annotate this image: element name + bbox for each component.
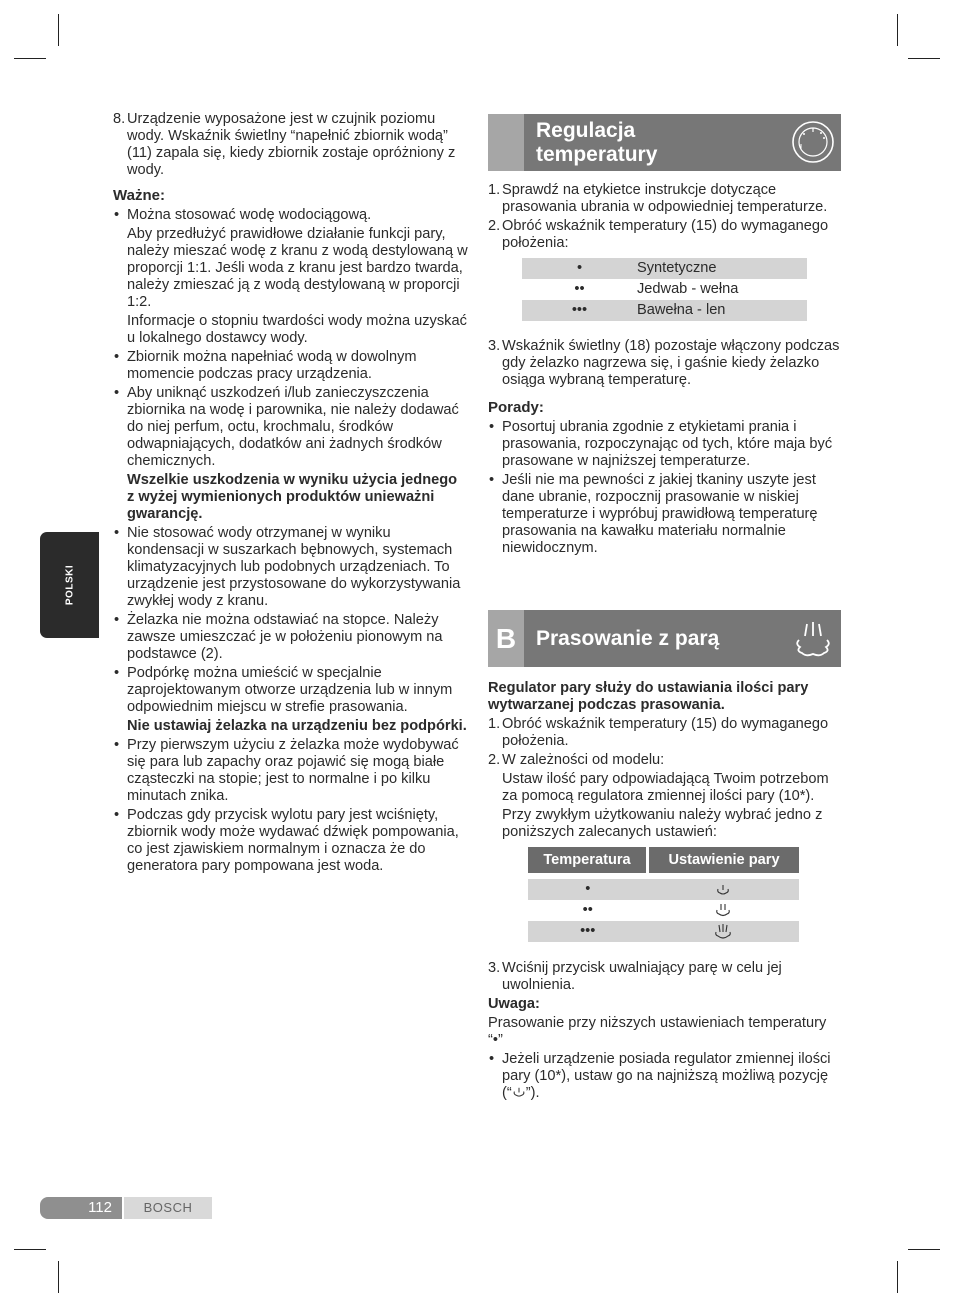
fabric-table [522,258,807,321]
dots-cell: •• [574,281,585,297]
step-text: Wciśnij przycisk uwalniający parę w celu jej uwolnienia. [502,960,782,993]
footer-brand: BOSCH [124,1197,212,1219]
step-text: Sprawdź na etykietce instrukcje dotyczące prasowania ubrania w odpowiedniej temperaturze. [502,182,828,215]
step-1 [488,716,841,750]
section-title [536,119,657,167]
step-number: 3. [488,960,501,976]
warning-text: Wszelkie uszkodzenia w wyniku użycia jednego z wyżej wymienionych produktów unieważni gwarancję. [127,472,458,522]
crop-mark [908,1249,940,1250]
bullet-item [488,1051,841,1102]
step-number: 1. [488,716,501,732]
steam-medium-icon [715,902,731,918]
language-tab [40,532,99,638]
crop-mark [14,1249,46,1250]
important-heading: Ważne: [113,187,165,204]
bullet-text: Przy pierwszym użyciu z żelazka może wydobywać się para lub zapachy oraz pojawić się mogą białe cząsteczki na stopie; jest to normalne i po kilku minutach znika. [127,737,459,804]
table-row [522,258,807,279]
step-2 [488,752,841,769]
bullet-icon: • [114,612,120,628]
language-label: POLSKI [64,564,76,606]
step-text: W zależności od modelu: [502,752,665,768]
tips-heading: Porady: [488,399,544,416]
bullet-item [488,472,841,557]
bullet-icon: • [114,207,120,223]
bullet-text: Aby uniknąć uszkodzeń i/lub zanieczyszczenia zbiornika na wodę i parownika, nie należy dodawać do niej perfum, octu, krochmalu, środków odwapniających, dodatków ani żadnych środków chemicznych. [127,385,459,469]
step-2 [488,218,841,252]
bullet-text: Żelazka nie można odstawiać na stopce. Należy zawsze umieszczać je w położeniu pionowym na podstawce (2). [127,612,443,662]
step-1 [488,182,841,216]
step-paragraph: Ustaw ilość pary odpowiadającą Twoim potrzebom za pomocą regulatora zmiennej ilości pary (10*). [502,771,829,804]
bullet-item [113,349,468,383]
steam-low-icon [512,1085,526,1098]
table-row [528,879,799,900]
bullet-text: Jeśli nie ma pewności z jakiej tkaniny uszyte jest dane ubranie, rozpocznij prasowanie w niskiej temperaturze i wypróbuj prawidłową temperaturę prasowania na kawałku materiału normalnie niewidocznym. [502,472,818,556]
bullet-text: Można stosować wodę wodociągową. [127,207,372,223]
step-8 [113,111,468,179]
steam-cell [648,900,800,921]
bullet-text: Nie stosować wody otrzymanej w wyniku kondensacji w suszarkach bębnowych, systemach klimatyzacyjnych lub podobnych urządzeniach. To urządzenie jest przystosowane do wykorzystywania zwykłej wody z kranu. [127,525,461,609]
crop-mark [58,14,59,46]
step-number: 2. [488,218,501,234]
header-steam: Ustawienie pary [648,847,800,873]
temperature-dial-icon [791,120,835,164]
crop-mark [897,1261,898,1293]
section-title-line: Regulacja [536,119,636,142]
dots-cell: • [576,260,583,276]
bullet-icon: • [114,525,120,541]
temperature-content [488,182,841,559]
bullet-text: Podczas gdy przycisk wylotu pary jest wciśnięty, zbiornik wody może wydawać dźwięk pompowania, co jest zjawiskiem normalnym i oznacza że do generatora pary pompowana jest woda. [127,807,459,874]
crop-mark [14,58,46,59]
bullet-icon: • [114,807,120,823]
bullet-icon: • [489,419,495,435]
note-text: Prasowanie przy niższych ustawieniach temperatury “•” [488,1015,827,1048]
bullet-paragraph: Informacje o stopniu twardości wody można uzyskać u lokalnego dostawcy wody. [127,313,467,346]
step-number: 3. [488,338,501,354]
steam-settings-table [528,847,799,942]
crop-mark [908,58,940,59]
fabric-cell: Bawełna - len [637,302,726,318]
step-number: 8. [113,111,126,127]
steam-cell [648,879,800,900]
table-header-row [528,847,799,873]
bullet-item [113,385,468,470]
step-text: Obróć wskaźnik temperatury (15) do wymaganego położenia: [502,218,829,251]
bullet-item [488,419,841,470]
table-row [528,921,799,942]
bullet-icon: • [114,385,120,401]
header-temperature: Temperatura [528,847,648,873]
steam-content [488,680,841,1104]
page-number: 112 [40,1197,122,1219]
bullet-item [113,807,468,875]
bullet-icon: • [489,472,495,488]
bullet-text: ”). [525,1085,540,1101]
bullet-icon: • [114,665,120,681]
bullet-item [113,525,468,610]
step-text: Obróć wskaźnik temperatury (15) do wymaganego położenia. [502,716,829,749]
bullet-icon: • [489,1051,495,1067]
step-3 [488,338,841,389]
bullet-item [113,612,468,663]
bullet-text: Podpórkę można umieścić w specjalnie zaprojektowanym otworze urządzenia lub w innym odpowiednim miejscu w strefie prasowania. [127,665,453,715]
section-letter: B [495,623,517,654]
fabric-cell: Syntetyczne [637,260,717,276]
dots-cell: ••• [580,923,596,939]
steam-icon [791,616,835,660]
bullet-paragraph: Aby przedłużyć prawidłowe działanie funkcji pary, należy mieszać wodę z kranu z wodą destylowaną w proporcji 1:1. Jeśli woda z kranu jest bardzo twarda, należy zmieszać ją z wodą destylowaną w proporcji 1:2. [127,226,468,310]
steam-high-icon [714,923,732,941]
fabric-cell: Jedwab - wełna [637,281,739,297]
step-number: 1. [488,182,501,198]
warning-text: Nie ustawiaj żelazka na urządzeniu bez podpórki. [127,718,467,734]
note-heading: Uwaga: [488,996,540,1012]
bullet-icon: • [114,737,120,753]
steam-section-header [488,610,841,667]
step-number: 2. [488,752,501,768]
crop-mark [58,1261,59,1293]
section-title: Prasowanie z parą [536,627,720,650]
steam-intro: Regulator pary służy do ustawiania ilości pary wytwarzanej podczas prasowania. [488,680,809,713]
crop-mark [897,14,898,46]
bullet-text: Posortuj ubrania zgodnie z etykietami prania i prasowania, rozpoczynając od tych, które maja być prasowane w najniższej temperaturze. [502,419,833,469]
section-tab [488,114,524,171]
table-row [522,300,807,321]
table-row [522,279,807,300]
temperature-section-header [488,114,841,171]
dots-cell: • [585,881,591,897]
bullet-item [113,207,468,224]
step-text: Urządzenie wyposażone jest w czujnik poziomu wody. Wskaźnik świetlny “napełnić zbiornik wodą” (11) zapala się, kiedy zbiornik zostaje opróżniony z wody. [127,111,456,178]
bullet-text: Zbiornik można napełniać wodą w dowolnym momencie podczas pracy urządzenia. [127,349,417,382]
dots-cell: ••• [571,302,588,318]
bullet-text: Jeżeli urządzenie posiada regulator zmiennej ilości pary (10*), ustaw go na najniższą możliwą pozycję (“ [502,1051,831,1101]
steam-cell [648,921,800,942]
table-row [528,900,799,921]
bullet-item [113,665,468,716]
bullet-icon: • [114,349,120,365]
dots-cell: •• [582,902,593,918]
step-3 [488,960,841,994]
bullet-item [113,737,468,805]
section-title-line: temperatury [536,143,658,166]
step-text: Wskaźnik świetlny (18) pozostaje włączony podczas gdy żelazko nagrzewa się, i gaśnie kiedy żelazko osiąga wybraną temperaturę. [502,338,840,388]
left-column [113,111,468,877]
step-paragraph: Przy zwykłym użytkowaniu należy wybrać jedno z poniższych zalecanych ustawień: [502,807,823,840]
steam-low-icon [716,882,730,896]
